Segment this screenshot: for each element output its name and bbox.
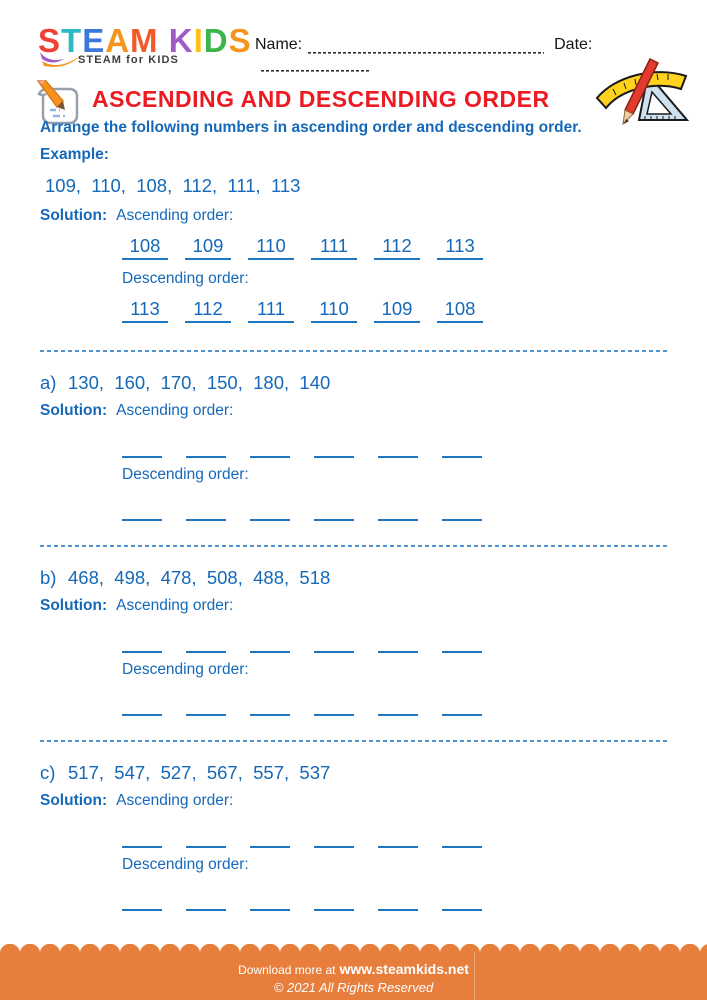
footer-download-prefix: Download more at (238, 963, 336, 977)
instruction-text: Arrange the following numbers in ascending order and descending order. (40, 119, 582, 136)
answer-blank[interactable] (186, 895, 226, 911)
answer-value: 108 (122, 235, 168, 260)
solution-row (40, 402, 233, 420)
logo-letter: S (228, 22, 252, 59)
answer-blank[interactable] (314, 700, 354, 716)
ascending-blank-row (122, 637, 506, 658)
answer-blank[interactable] (378, 700, 418, 716)
answer-blank[interactable] (314, 832, 354, 848)
answer-blank[interactable] (250, 895, 290, 911)
problem-section-a (0, 350, 707, 545)
footer-scallop-edge (0, 944, 707, 952)
answer-blank[interactable] (186, 505, 226, 521)
footer-download-line (0, 961, 707, 977)
solution-row (40, 597, 233, 615)
logo-swoosh-icon (38, 50, 82, 70)
steam-kids-logo (38, 22, 252, 66)
answer-blank[interactable] (122, 832, 162, 848)
footer-band (0, 952, 707, 1000)
problem-numbers-line (40, 567, 330, 589)
descending-label: Descending order: (122, 270, 249, 287)
answer-blank[interactable] (442, 700, 482, 716)
footer-copyright: © 2021 All Rights Reserved (273, 980, 434, 995)
problem-numbers: 468, 498, 478, 508, 488, 518 (68, 567, 331, 588)
logo-letter: D (203, 22, 229, 59)
page-title: ASCENDING AND DESCENDING ORDER (92, 86, 550, 112)
answer-value: 113 (122, 298, 168, 323)
ascending-label: Ascending order: (116, 792, 234, 809)
answer-blank[interactable] (378, 505, 418, 521)
name-label: Name: (255, 36, 303, 53)
descending-blank-row (122, 700, 506, 721)
problem-id: c) (40, 762, 56, 783)
answer-blank[interactable] (250, 637, 290, 653)
problem-section-b (0, 545, 707, 740)
answer-blank[interactable] (186, 832, 226, 848)
logo-letter: M (130, 22, 159, 59)
answer-value: 112 (374, 235, 420, 260)
answer-blank[interactable] (250, 442, 290, 458)
solution-label: Solution: (40, 207, 108, 224)
descending-label: Descending order: (122, 856, 249, 873)
answer-blank[interactable] (250, 700, 290, 716)
answer-blank[interactable] (314, 637, 354, 653)
ascending-label: Ascending order: (116, 597, 234, 614)
answer-value: 110 (311, 298, 357, 323)
answer-value: 111 (311, 235, 357, 260)
problem-numbers: 517, 547, 527, 567, 557, 537 (68, 762, 331, 783)
answer-blank[interactable] (442, 442, 482, 458)
ascending-blank-row (122, 442, 506, 463)
answer-blank[interactable] (378, 442, 418, 458)
dashed-separator (40, 740, 668, 742)
solution-row (40, 792, 233, 810)
problem-numbers-line (40, 762, 330, 784)
answer-value: 109 (185, 235, 231, 260)
problem-numbers-line (40, 372, 330, 394)
answer-blank[interactable] (442, 832, 482, 848)
descending-blank-row (122, 505, 506, 526)
ascending-label: Ascending order: (116, 402, 234, 419)
answer-blank[interactable] (442, 895, 482, 911)
problem-id: a) (40, 372, 57, 393)
descending-blank-row (122, 895, 506, 916)
answer-blank[interactable] (122, 442, 162, 458)
solution-label: Solution: (40, 597, 108, 614)
example-label: Example: (40, 146, 109, 163)
solution-label: Solution: (40, 402, 108, 419)
example-ascending-row (122, 235, 500, 260)
ascending-blank-row (122, 832, 506, 853)
answer-value: 110 (248, 235, 294, 260)
ascending-label: Ascending order: (116, 207, 234, 224)
problem-section-c (0, 740, 707, 935)
problem-id: b) (40, 567, 57, 588)
footer-site-link[interactable]: www.steamkids.net (339, 961, 469, 977)
logo-letter: S (38, 22, 62, 59)
answer-blank[interactable] (378, 832, 418, 848)
descending-label: Descending order: (122, 661, 249, 678)
logo-letter: E (82, 22, 106, 59)
answer-blank[interactable] (378, 637, 418, 653)
logo-letter: K (168, 22, 194, 59)
answer-value: 113 (437, 235, 483, 260)
dashed-separator (40, 350, 668, 352)
problem-numbers: 130, 160, 170, 150, 180, 140 (68, 372, 331, 393)
answer-blank[interactable] (186, 700, 226, 716)
answer-blank[interactable] (186, 442, 226, 458)
answer-blank[interactable] (122, 505, 162, 521)
answer-blank[interactable] (186, 637, 226, 653)
answer-blank[interactable] (314, 505, 354, 521)
answer-blank[interactable] (122, 895, 162, 911)
solution-label: Solution: (40, 792, 108, 809)
logo-letter: I (193, 22, 204, 59)
ruler-set-square-pencil-icon (593, 58, 693, 128)
answer-value: 109 (374, 298, 420, 323)
logo-subtitle: STEAM for KIDS (78, 54, 179, 66)
answer-value: 112 (185, 298, 231, 323)
descending-label: Descending order: (122, 466, 249, 483)
answer-blank[interactable] (314, 442, 354, 458)
answer-blank[interactable] (122, 637, 162, 653)
answer-blank[interactable] (250, 832, 290, 848)
answer-value: 111 (248, 298, 294, 323)
dashed-separator (40, 545, 668, 547)
answer-blank[interactable] (122, 700, 162, 716)
answer-blank[interactable] (378, 895, 418, 911)
answer-value: 108 (437, 298, 483, 323)
example-solution-row (40, 207, 233, 225)
answer-blank[interactable] (250, 505, 290, 521)
date-label: Date: (554, 36, 593, 53)
answer-blank[interactable] (314, 895, 354, 911)
date-line[interactable] (261, 56, 371, 72)
example-descending-row (122, 298, 500, 323)
logo-letter: A (105, 22, 131, 59)
answer-blank[interactable] (442, 505, 482, 521)
example-numbers: 109, 110, 108, 112, 111, 113 (45, 175, 301, 196)
name-line[interactable] (308, 38, 544, 54)
logo-letter: T (61, 22, 83, 59)
answer-blank[interactable] (442, 637, 482, 653)
